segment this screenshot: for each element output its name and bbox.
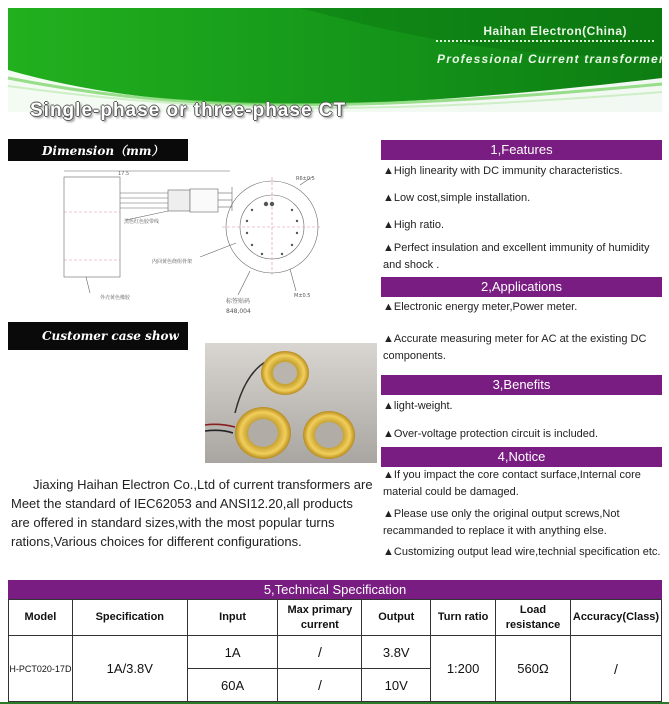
outer-label: 外壳黄色橡胶 [100, 295, 131, 301]
load-resistance-cell: 560Ω [496, 636, 571, 702]
application-item: ▲Electronic energy meter,Power meter. [383, 301, 578, 313]
output-cell: 10V [362, 669, 431, 702]
dimension-label [8, 139, 188, 161]
notice-item: ▲If you impact the core contact surface,Internal core material could be damaged. [383, 469, 641, 498]
product-photo [205, 343, 377, 463]
max-primary-cell: / [278, 636, 362, 669]
header-banner [0, 0, 669, 130]
wire-label: 黑色红色胶带线 [124, 219, 160, 225]
benefits-header: 3,Benefits [381, 375, 662, 395]
customer-case-label-text: Customer case show [42, 329, 179, 343]
feature-item: ▲Low cost,simple installation. [383, 192, 531, 204]
bottom-right-label: M±0.5 [294, 293, 311, 299]
benefit-item: ▲Over-voltage protection circuit is included. [383, 428, 599, 440]
input-cell: 60A [187, 669, 278, 702]
dimension-label-text: Dimension（mm） [42, 143, 164, 158]
spec-table [8, 599, 662, 702]
notice-header: 4,Notice [381, 447, 662, 467]
feature-item: ▲High linearity with DC immunity characteristics. [383, 165, 623, 177]
feature-item: ▲Perfect insulation and excellent immunity of humidity and shock . [383, 242, 650, 271]
spec-header: 5,Technical Specification [8, 580, 662, 599]
customer-case-label [8, 322, 188, 350]
notice-item: ▲Please use only the original output screws,Not recammanded to replace it with anything else. [383, 508, 620, 537]
side-view-body [64, 177, 120, 277]
feature-item: ▲High ratio. [383, 219, 445, 231]
col-header-load-resistance: Load resistance [496, 600, 571, 636]
col-header-max-primary: Max primary current [278, 600, 362, 636]
brand-subtitle: Professional Current transformer [437, 52, 665, 66]
spec-header-row [9, 600, 662, 636]
tag-code: 848,004 [226, 308, 251, 315]
col-header-specification: Specification [72, 600, 187, 636]
page-title: Single-phase or three-phase CT [30, 100, 347, 121]
col-header-output: Output [362, 600, 431, 636]
brand-divider [436, 40, 654, 44]
features-header: 1,Features [381, 140, 662, 160]
input-cell: 1A [187, 636, 278, 669]
turn-ratio-cell: 1:200 [431, 636, 496, 702]
company-description: Jiaxing Haihan Electron Co.,Ltd of current transformers are Meet the standard of IEC62053 and ANSI12.20,all products are offered in standard sizes,with the most popular turns rations,Various choices for different configurations. [11, 477, 373, 549]
model-cell: H-PCT020-17D [9, 636, 73, 702]
brand-name: Haihan Electron(China) [483, 24, 627, 38]
application-item: ▲Accurate measuring meter for AC at the existing DC components. [383, 333, 647, 362]
output-cell: 3.8V [362, 636, 431, 669]
notice-item: ▲Customizing output lead wire,technial specification etc. [383, 546, 661, 558]
accuracy-cell: / [570, 636, 661, 702]
top-right-label: R6±0.5 [296, 176, 315, 182]
table-row [9, 636, 662, 669]
max-primary-cell: / [278, 669, 362, 702]
col-header-input: Input [187, 600, 278, 636]
col-header-turn-ratio: Turn ratio [431, 600, 496, 636]
col-header-accuracy: Accuracy(Class) [570, 600, 661, 636]
dim-top-label: 17.5 [118, 171, 130, 177]
applications-header: 2,Applications [381, 277, 662, 297]
core-label: 内回黄色绕组骨架 [152, 259, 193, 265]
col-header-model: Model [9, 600, 73, 636]
tag-label: 标签贴码 [226, 298, 251, 305]
specification-cell: 1A/3.8V [72, 636, 187, 702]
dimension-drawing [50, 165, 350, 320]
benefit-item: ▲light-weight. [383, 400, 453, 412]
